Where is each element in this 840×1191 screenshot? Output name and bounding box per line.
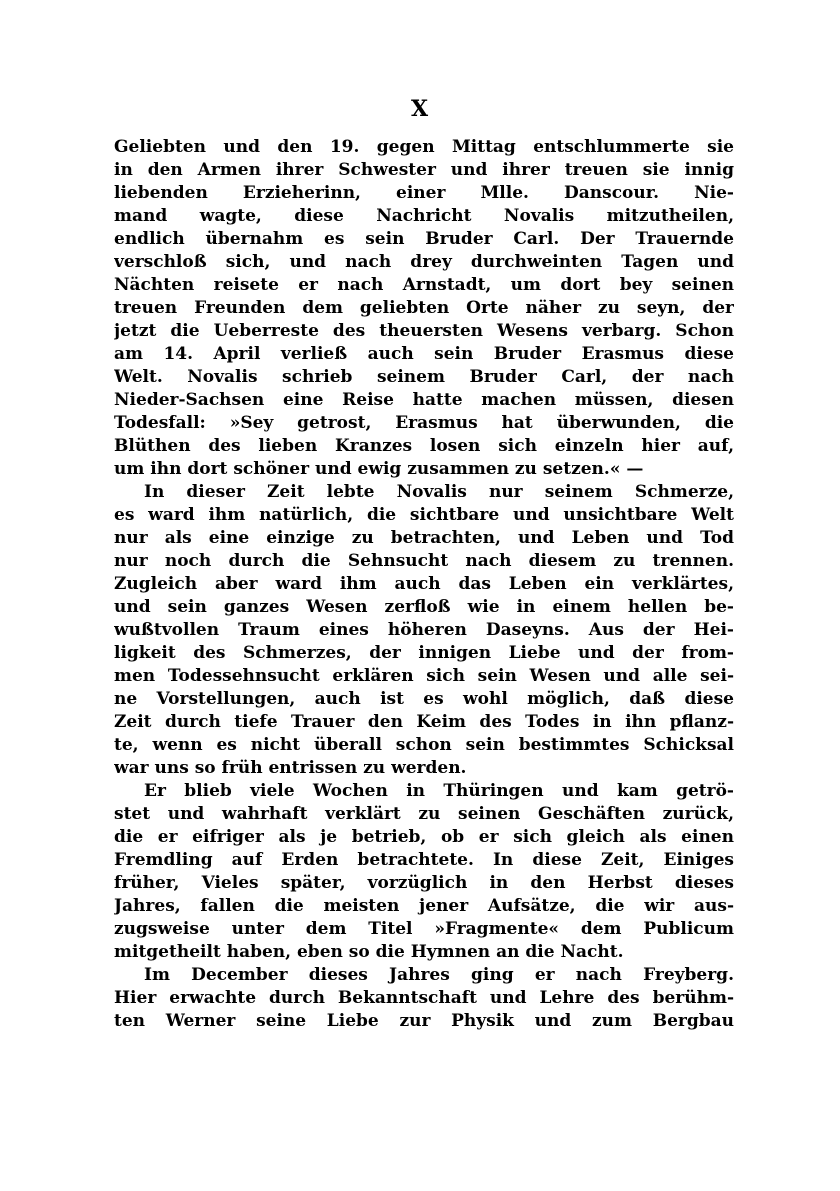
- text-line: Todesfall: »Sey getrost, Erasmus hat überwunden, die: [114, 413, 734, 433]
- text-line: In dieser Zeit lebte Novalis nur seinem Schmerze,: [144, 482, 734, 502]
- text-line: Hier erwachte durch Bekanntschaft und Lehre des berühm-: [114, 988, 734, 1008]
- text-line: te, wenn es nicht überall schon sein bestimmtes Schicksal: [114, 735, 734, 755]
- body-text: [114, 136, 734, 1033]
- text-line: Welt. Novalis schrieb seinem Bruder Carl, der nach: [114, 367, 734, 387]
- text-line: verschloß sich, und nach drey durchweinten Tagen und: [114, 252, 734, 272]
- text-line: und sein ganzes Wesen zerfloß wie in einem hellen be-: [114, 597, 734, 617]
- text-line: nur noch durch die Sehnsucht nach diesem zu trennen.: [114, 551, 734, 571]
- text-line: liebenden Erzieherinn, einer Mlle. Danscour. Nie-: [114, 183, 734, 203]
- text-line: es ward ihm natürlich, die sichtbare und unsichtbare Welt: [114, 505, 734, 525]
- text-line: Im December dieses Jahres ging er nach Freyberg.: [144, 965, 734, 985]
- text-line: stet und wahrhaft verklärt zu seinen Geschäften zurück,: [114, 804, 734, 824]
- text-line: am 14. April verließ auch sein Bruder Erasmus diese: [114, 344, 734, 364]
- text-line: war uns so früh entrissen zu werden.: [114, 758, 467, 778]
- text-line: früher, Vieles später, vorzüglich in den Herbst dieses: [114, 873, 734, 893]
- text-line: ne Vorstellungen, auch ist es wohl möglich, daß diese: [114, 689, 734, 709]
- text-line: Fremdling auf Erden betrachtete. In diese Zeit, Einiges: [114, 850, 734, 870]
- text-line: ligkeit des Schmerzes, der innigen Liebe und der from-: [114, 643, 734, 663]
- text-line: Nieder-Sachsen eine Reise hatte machen müssen, diesen: [114, 390, 734, 410]
- text-line: endlich übernahm es sein Bruder Carl. Der Trauernde: [114, 229, 734, 249]
- text-line: Nächten reisete er nach Arnstadt, um dort bey seinen: [114, 275, 734, 295]
- text-line: Zeit durch tiefe Trauer den Keim des Todes in ihn pflanz-: [114, 712, 734, 732]
- text-line: jetzt die Ueberreste des theuersten Wesens verbarg. Schon: [114, 321, 734, 341]
- text-line: Er blieb viele Wochen in Thüringen und kam getrö-: [144, 781, 734, 801]
- text-line: mitgetheilt haben, eben so die Hymnen an die Nacht.: [114, 942, 624, 962]
- text-line: Geliebten und den 19. gegen Mittag entschlummerte sie: [114, 137, 734, 157]
- text-line: nur als eine einzige zu betrachten, und Leben und Tod: [114, 528, 734, 548]
- text-line: men Todessehnsucht erklären sich sein Wesen und alle sei-: [114, 666, 734, 686]
- text-line: Zugleich aber ward ihm auch das Leben ein verklärtes,: [114, 574, 734, 594]
- page-number: X: [410, 96, 430, 122]
- text-line: zugsweise unter dem Titel »Fragmente« dem Publicum: [114, 919, 734, 939]
- text-line: Jahres, fallen die meisten jener Aufsätze, die wir aus-: [114, 896, 734, 916]
- text-line: Blüthen des lieben Kranzes losen sich einzeln hier auf,: [114, 436, 734, 456]
- text-line: ten Werner seine Liebe zur Physik und zum Bergbau: [114, 1011, 734, 1031]
- text-line: treuen Freunden dem geliebten Orte näher zu seyn, der: [114, 298, 734, 318]
- text-line: wußtvollen Traum eines höheren Daseyns. Aus der Hei-: [114, 620, 734, 640]
- text-line: um ihn dort schöner und ewig zusammen zu setzen.« —: [114, 459, 644, 479]
- text-line: die er eifriger als je betrieb, ob er sich gleich als einen: [114, 827, 734, 847]
- text-line: in den Armen ihrer Schwester und ihrer treuen sie innig: [114, 160, 734, 180]
- text-line: mand wagte, diese Nachricht Novalis mitzutheilen,: [114, 206, 734, 226]
